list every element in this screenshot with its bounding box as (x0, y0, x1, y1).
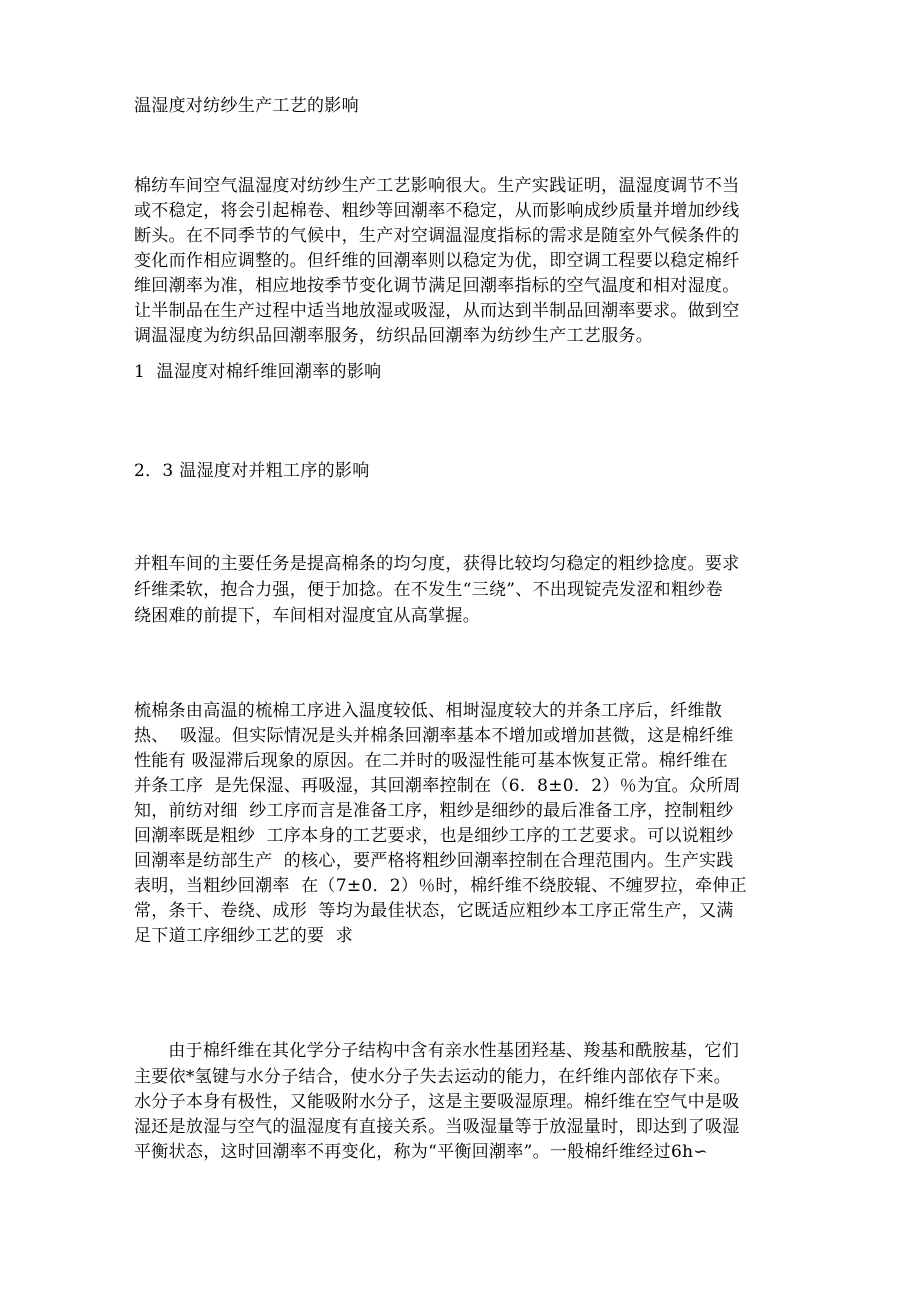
text-line: 水分子本身有极性，又能吸附水分子，这是主要吸湿原理。棉纤维在空气中是吸 (134, 1092, 740, 1112)
text-line: 绕困难的前提下，车间相对湿度宜从高掌握。 (134, 606, 480, 626)
text-line: 梳棉条由高温的梳棉工序进入温度较低、相埘湿度较大的并条工序后，纤维散 (134, 701, 723, 721)
text-line: 并粗车间的主要任务是提高棉条的均匀度，获得比较均匀稳定的粗纱捻度。要求 (134, 554, 740, 574)
text-line: 断头。在不同季节的气候中，生产对空调温湿度指标的需求是随室外气候条件的 (134, 226, 740, 246)
text-line: 回潮率是纺部生产 的核心，要严格将粗纱回潮率控制在合理范围内。生产实践 (134, 851, 734, 871)
text-line: 知，前纺对细 纱工序而言是准备工序，粗纱是细纱的最后准备工序，控制粗纱 (134, 801, 734, 821)
text-line: 纤维柔软，抱合力强，便于加捻。在不发生“三绕”、不出现锭壳发涩和粗纱卷 (134, 580, 723, 600)
text-line: 并条工序 是先保湿、再吸湿，其回潮率控制在（6．8±0．2）％为宜。众所周 (134, 776, 741, 796)
text-line: 调温湿度为纺织品回潮率服务，纺织品回潮率为纺纱生产工艺服务。 (134, 326, 653, 346)
section-heading-1: 1 温湿度对棉纤维回潮率的影响 (134, 362, 382, 382)
text-line: 常，条干、卷绕、成形 等均为最佳状态，它既适应粗纱本工序正常生产，又满 (134, 901, 734, 921)
text-line: 由于棉纤维在其化学分子结构中含有亲水性基团羟基、羧基和酰胺基，它们 (134, 1041, 740, 1061)
text-line: 或不稳定，将会引起棉卷、粗纱等回潮率不稳定，从而影响成纱质量并增加纱线 (134, 201, 740, 221)
text-line: 棉纺车间空气温湿度对纺纱生产工艺影响很大。生产实践证明，温湿度调节不当 (134, 176, 740, 196)
text-line: 回潮率既是粗纱 工序本身的工艺要求，也是细纱工序的工艺要求。可以说粗纱 (134, 826, 734, 846)
text-line: 让半制品在生产过程中适当地放湿或吸湿，从而达到半制品回潮率要求。做到空 (134, 301, 740, 321)
text-line: 足下道工序细纱工艺的要 求 (134, 926, 354, 946)
document-title: 温湿度对纺纱生产工艺的影响 (134, 96, 359, 116)
text-line: 平衡状态，这时回潮率不再变化，称为“平衡回潮率”。一般棉纤维经过6h∽ (134, 1142, 708, 1162)
text-line: 变化而作相应调整的。但纤维的回潮率则以稳定为优，即空调工程要以稳定棉纤 (134, 251, 740, 271)
text-line: 表明，当粗纱回潮率 在（7±0．2）％时，棉纤维不绕胶辊、不缠罗拉，牵伸正 (134, 876, 747, 896)
text-line: 热、 吸湿。但实际情况是头并棉条回潮率基本不增加或增加甚微，这是棉纤维 (134, 726, 734, 746)
text-line: 湿还是放湿与空气的温湿度有直接关系。当吸湿量等于放湿量时，即达到了吸湿 (134, 1117, 740, 1137)
text-line: 主要依*氢键与水分子结合，使水分子失去运动的能力，在纤维内部依存下来。 (134, 1067, 731, 1087)
section-heading-2-3: 2．3 温湿度对并粗工序的影响 (134, 461, 370, 481)
text-line: 性能有 吸湿滞后现象的原因。在二并时的吸湿性能可基本恢复正常。棉纤维在 (134, 751, 728, 771)
text-line: 维回潮率为准，相应地按季节变化调节满足回潮率指标的空气温度和相对湿度。 (134, 276, 740, 296)
